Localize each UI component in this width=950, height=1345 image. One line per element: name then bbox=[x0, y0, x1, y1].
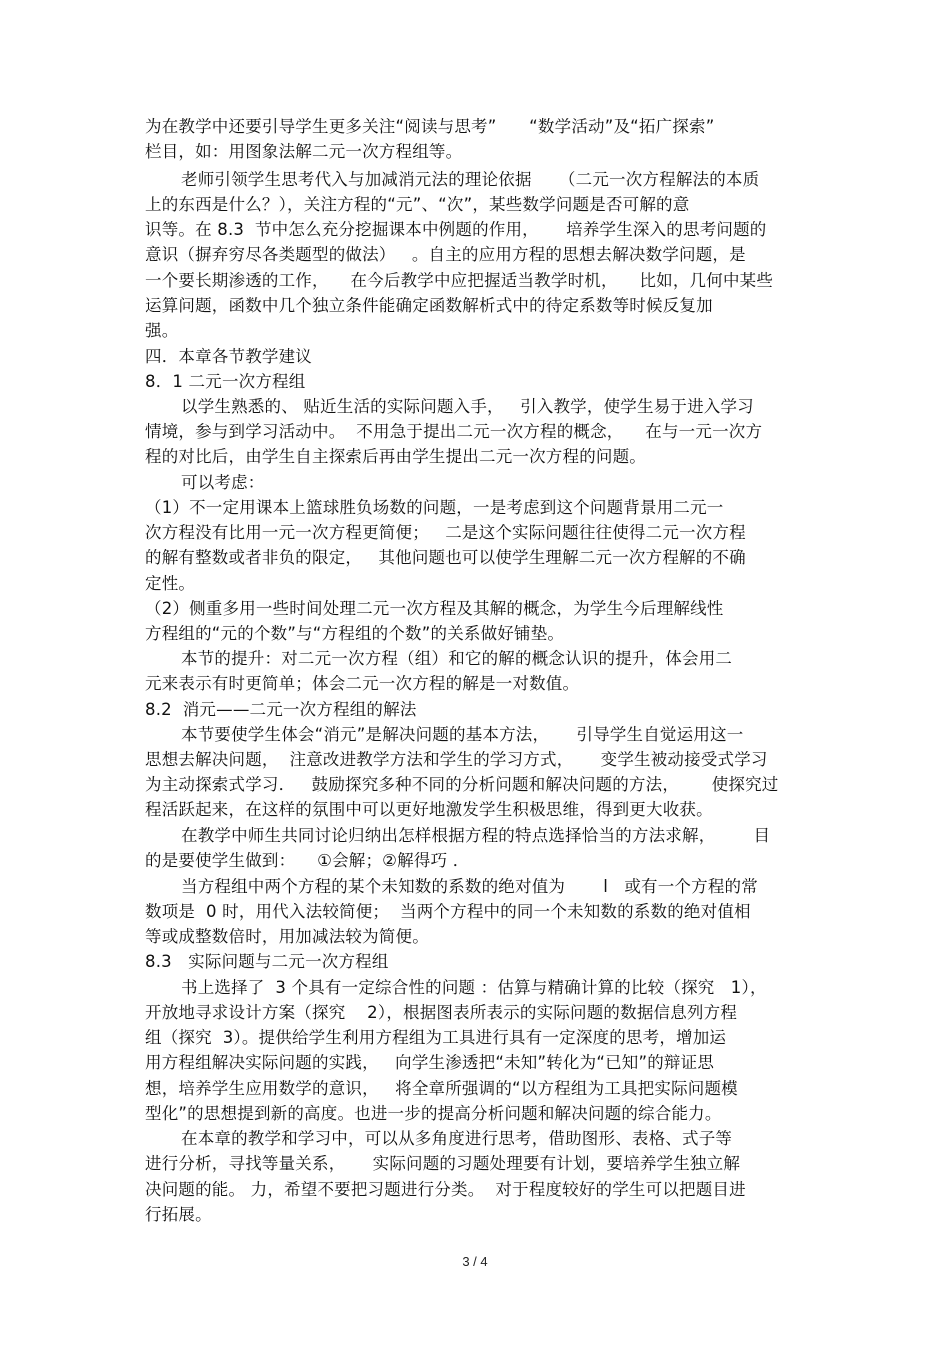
section-heading: 四．本章各节教学建议 bbox=[145, 347, 312, 366]
subsection-heading: 8．1 二元一次方程组 bbox=[145, 372, 306, 391]
text-line: 为在教学中还要引导学生更多关注“阅读与思考” “数学活动”及“拓广探索” bbox=[145, 117, 715, 136]
paragraph-start: 本节的提升：对二元一次方程（组）和它的解的概念认识的提升，体会用二 bbox=[181, 649, 733, 668]
text-line: 识等。在 8.3 节中怎么充分挖掘课本中例题的作用， 培养学生深入的思考问题的 bbox=[145, 220, 767, 239]
text-line: 进行分析，寻找等量关系， 实际问题的习题处理要有计划，要培养学生独立解 bbox=[145, 1154, 741, 1173]
text-line: 的是要使学生做到： ①会解；②解得巧 ． bbox=[145, 851, 470, 870]
text-line: 等或成整数倍时，用加减法较为简便。 bbox=[145, 927, 429, 946]
paragraph-start: 在教学中师生共同讨论归纳出怎样根据方程的特点选择恰当的方法求解， 目 bbox=[181, 826, 771, 845]
text-line: 数项是 0 时，用代入法较简便； 当两个方程中的同一个未知数的系数的绝对值相 bbox=[145, 902, 751, 921]
paragraph-start: 当方程组中两个方程的某个未知数的系数的绝对值为 l 或有一个方程的常 bbox=[181, 877, 758, 896]
text-line: 强。 bbox=[145, 321, 179, 340]
text-line: 一个要长期渗透的工作， 在今后教学中应把握适当教学时机， 比如，几何中某些 bbox=[145, 271, 774, 290]
text-line: 上的东西是什么？），关注方程的“元”、“次”，某些数学问题是否可解的意 bbox=[145, 195, 690, 214]
subsection-heading: 8.3 实际问题与二元一次方程组 bbox=[145, 952, 389, 971]
list-item: （2）侧重多用一些时间处理二元一次方程及其解的概念，为学生今后理解线性 bbox=[145, 599, 724, 618]
text-line: 元来表示有时更简单；体会二元一次方程的解是一对数值。 bbox=[145, 674, 580, 693]
text-line: 的解有整数或者非负的限定， 其他问题也可以使学生理解二元一次方程解的不确 bbox=[145, 548, 746, 567]
text-line: 方程组的“元的个数”与“方程组的个数”的关系做好铺垫。 bbox=[145, 624, 565, 643]
paragraph-start: 以学生熟悉的、 贴近生活的实际问题入手， 引入教学，使学生易于进入学习 bbox=[181, 397, 754, 416]
text-line: 栏目，如：用图象法解二元一次方程组等。 bbox=[145, 142, 463, 161]
text-line: 组（探究 3）。提供给学生利用方程组为工具进行具有一定深度的思考，增加运 bbox=[145, 1028, 727, 1047]
text-line: 决问题的能。 力，希望不要把习题进行分类。 对于程度较好的学生可以把题目进 bbox=[145, 1180, 746, 1199]
list-item: （1）不一定用课本上篮球胜负场数的问题，一是考虑到这个问题背景用二元一 bbox=[145, 498, 724, 517]
text-line: 程活跃起来，在这样的氛围中可以更好地激发学生积极思维，得到更大收获。 bbox=[145, 800, 713, 819]
text-line: 情境，参与到学习活动中。 不用急于提出二元一次方程的概念， 在与一元一次方 bbox=[145, 422, 763, 441]
paragraph-start: 在本章的教学和学习中，可以从多角度进行思考，借助图形、表格、式子等 bbox=[181, 1129, 733, 1148]
paragraph-start: 书上选择了 3 个具有一定综合性的问题 ：估算与精确计算的比较（探究 1）， bbox=[181, 978, 767, 997]
paragraph-start: 可以考虑： bbox=[181, 473, 265, 492]
page-number: 3 / 4 bbox=[462, 1254, 488, 1269]
text-line: 定性。 bbox=[145, 574, 196, 593]
subsection-heading: 8.2 消元——二元一次方程组的解法 bbox=[145, 700, 417, 719]
text-line: 意识（摒弃穷尽各类题型的做法） 。自主的应用方程的思想去解决数学问题，是 bbox=[145, 245, 746, 264]
text-line: 为主动探索式学习． 鼓励探究多种不同的分析问题和解决问题的方法， 使探究过 bbox=[145, 775, 779, 794]
paragraph-start: 本节要使学生体会“消元”是解决问题的基本方法， 引导学生自觉运用这一 bbox=[181, 725, 744, 744]
paragraph-start: 老师引领学生思考代入与加减消元法的理论依据 （二元一次方程解法的本质 bbox=[181, 170, 760, 189]
text-line: 型化”的思想提到新的高度。也进一步的提高分析问题和解决问题的综合能力。 bbox=[145, 1104, 722, 1123]
text-line: 运算问题，函数中几个独立条件能确定函数解析式中的待定系数等时候反复加 bbox=[145, 296, 713, 315]
text-line: 行拓展。 bbox=[145, 1205, 212, 1224]
text-line: 开放地寻求设计方案（探究 2），根据图表所表示的实际问题的数据信息列方程 bbox=[145, 1003, 738, 1022]
text-line: 思想去解决问题， 注意改进教学方法和学生的学习方式， 变学生被动接受式学习 bbox=[145, 750, 768, 769]
text-line: 用方程组解决实际问题的实践， 向学生渗透把“未知”转化为“已知”的辩证思 bbox=[145, 1053, 715, 1072]
text-line: 次方程没有比用一元一次方程更简便； 二是这个实际问题往往使得二元一次方程 bbox=[145, 523, 746, 542]
text-line: 程的对比后，由学生自主探索后再由学生提出二元一次方程的问题。 bbox=[145, 447, 646, 466]
text-line: 想，培养学生应用数学的意识， 将全章所强调的“以方程组为工具把实际问题模 bbox=[145, 1079, 738, 1098]
